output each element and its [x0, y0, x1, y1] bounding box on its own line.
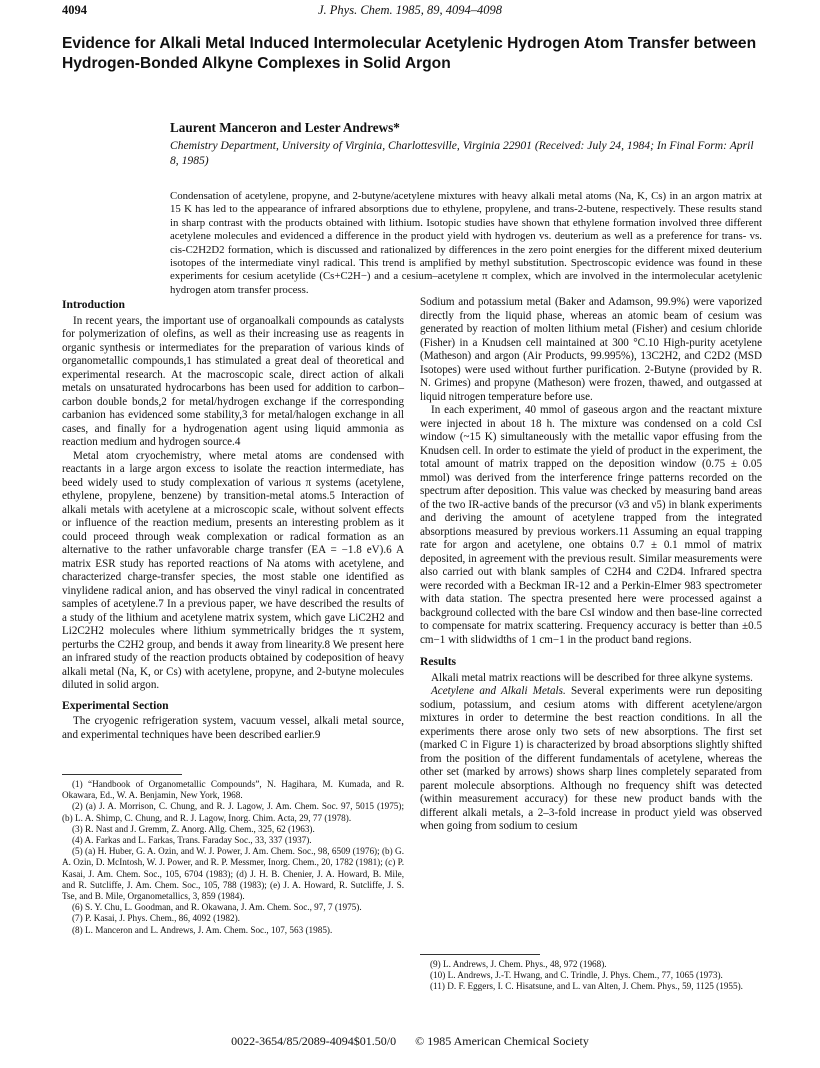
- footnote-rule: [62, 774, 182, 775]
- page-number: 4094: [62, 3, 87, 17]
- intro-paragraph-2: Metal atom cryochemistry, where metal atoms are condensed with reactants in a large argon excess to isolate the reaction intermediate, has beed widely used to study complexation of various π systems (acetylene, ethylene, propylene, benzene) by transition-metal atoms.5 Interaction of alkali metals with acetylene at a microscopic scale, without solvent effects or influence of the reaction medium, presents an interesting problem as it could proceed through weak complexation or radical formation as an alternative to the rather unfavorable charge transfer (EA = −1.8 eV).6 A matrix ESR study has reported reactions of Na atoms with acetylene, and characterized charge-transfer species, the most stable one identified as vinylidene radical anion, and has observed the vinyl radical in concentrated samples of acetylene.7 In a previous paper, we have described the results of a study of the lithium and acetylene matrix system, which gave LiC2H2 and Li2C2H2 molecules where lithium symmetrically bridges the π system, perturbs the C2H2 group, and bends it away from linearity.8 We present here an infrared study of the reaction products obtained by codeposition of heavy alkali metal (Na, K, or Cs) with acetylene, propyne, and 2-butyne molecules diluted in solid argon.: [62, 449, 404, 691]
- right-column: [420, 296, 762, 834]
- page-footer: [0, 1034, 820, 1049]
- affiliation: Chemistry Department, University of Virginia, Charlottesville, Virginia 22901 (Received: July 24, 1984; In Final Form: April 8, 1985): [170, 139, 754, 167]
- footnote: (10) L. Andrews, J.-T. Hwang, and C. Trindle, J. Phys. Chem., 77, 1065 (1973).: [430, 970, 723, 981]
- results-heading: Results: [420, 655, 457, 668]
- footnote: (9) L. Andrews, J. Chem. Phys., 48, 972 (1968).: [430, 959, 607, 969]
- footnote: (7) P. Kasai, J. Phys. Chem., 86, 4092 (1982).: [72, 913, 240, 924]
- left-footnotes: [62, 774, 404, 936]
- footnote: (5) (a) H. Huber, G. A. Ozin, and W. J. Power, J. Am. Chem. Soc., 98, 6509 (1976); (b) G. A. Ozin, D. McIntosh, W. J. Power, and R. P. Messmer, Inorg. Chem., 20, 1782 (1981); (c) P. Kasai, J. Am. Chem. Soc., 105, 6704 (1983); (d) J. H. B. Chenier, J. A. Howard, B. Mile, and R. Sutcliffe, J. Am. Chem. Soc., 105, 788 (1983); (e) J. A. Howard, R. Sutcliffe, J. S. Tse, and B. Mile, Organometallics, 3, 859 (1984).: [62, 846, 404, 902]
- abstract: Condensation of acetylene, propyne, and 2-butyne/acetylene mixtures with heavy alkali metal atoms (Na, K, Cs) in an argon matrix at 15 K has led to the appearance of infrared absorptions due to ethylene, propylene, and trans-2-butene, respectively. These results stand in sharp contrast with the products obtained with lithium. Isotopic studies have shown that ethylene formation involved three different acetylene molecules and evidenced a difference in the product yield with hydrogen vs. deuterium as well as a preference for trans- vs. cis-C2H2D2 formation, which is discussed and rationalized by differences in the zero point energies for the different mixed deuterium isotopes of the intermediate vinyl radical. This trend is amplified by methyl substitution. Spectroscopic evidence was found in these experiments for cesium acetylide (Cs+C2H−) and a cesium–acetylene π complex, which are involved in the intermolecular acetylenic hydrogen atom transfer process.: [170, 190, 762, 296]
- footnote: (3) R. Nast and J. Gremm, Z. Anorg. Allg. Chem., 325, 62 (1963).: [72, 823, 315, 834]
- footnote-rule: [420, 954, 540, 955]
- right-footnotes: [420, 954, 762, 993]
- footnote: (2) (a) J. A. Morrison, C. Chung, and R. J. Lagow, J. Am. Chem. Soc. 97, 5015 (1975); (b) L. A. Shimp, C. Chung, and R. J. Lagow, Inorg. Chim. Acta, 29, 77 (1978).: [62, 801, 404, 823]
- running-header: [62, 0, 758, 22]
- results-paragraph: [420, 685, 762, 834]
- footnote: (8) L. Manceron and L. Andrews, J. Am. Chem. Soc., 107, 563 (1985).: [72, 924, 333, 935]
- results-subheading: Acetylene and Alkali Metals.: [431, 685, 566, 697]
- experimental-paragraph-3: In each experiment, 40 mmol of gaseous argon and the reactant mixture were injected in about 18 h. The mixture was condensed on a cold CsI window (~15 K) simultaneously with the metallic vapor effusing from the Knudsen cell. In order to estimate the yield of product in the experiment, the total amount of matrix trapped on the deposition window (0.75 ± 0.05 mmol) was derived from the interference fringe patterns recorded on the spectrum after deposition. This value was checked by measuring band areas of the two IR-active bands of the precursor (ν3 and ν5) in blank experiments and deriving the amount of acetylene trapped from the integrated absorptions measured by previous workers.11 Assuming an equal trapping rate for argon and acetylene, one obtains 0.7 ± 0.1 mmol of matrix deposited, in agreement with the previous result. Similar measurements were also carried out with blank samples of C2H4 and C2D4. Infrared spectra were recorded with a Beckman IR-12 and a Perkin-Elmer 983 spectrometer with data station. The spectra presented here were processed against a background collected with the bare CsI window and then base-line corrected to compensate for matrix scattering. Frequency accuracy is better than ±0.5 cm−1 with slidwidths of 1 cm−1 in the product band regions.: [420, 404, 762, 646]
- intro-paragraph-1: In recent years, the important use of organoalkali compounds as catalysts for polymerization of olefins, as well as their increasing use as reagents in organic synthesis or intermediates for the preparation of various kinds of organometallic compounds,1 has stimulated a great deal of theoretical and experimental research. At the macroscopic scale, direct action of alkali metals on unsaturated hydrocarbons has been used for addition to carbon–carbon double bonds,2 for metal/hydrogen exchange if the corresponding carbanion has evidenced some stability,3 for metal/halogen exchange in all cases, and finally for a hydrogenation agent using liquid ammonia as reaction medium and hydrogen source.4: [62, 314, 404, 448]
- article-code: 0022-3654/85/2089-4094$01.50/0: [231, 1034, 397, 1048]
- footnote: (1) “Handbook of Organometallic Compounds”, N. Hagihara, M. Kumada, and R. Okawara, Ed., W. A. Benjamin, New York, 1968.: [62, 779, 404, 801]
- footnote: (6) S. Y. Chu, L. Goodman, and R. Okawana, J. Am. Chem. Soc., 97, 7 (1975).: [72, 902, 362, 913]
- left-column: [62, 296, 404, 742]
- results-intro: Alkali metal matrix reactions will be described for three alkyne systems.: [431, 671, 753, 684]
- footnote: (4) A. Farkas and L. Farkas, Trans. Faraday Soc., 33, 337 (1937).: [72, 835, 312, 846]
- article-title: Evidence for Alkali Metal Induced Intermolecular Acetylenic Hydrogen Atom Transfer between Hydrogen-Bonded Alkyne Complexes in Solid Argon: [62, 35, 757, 72]
- copyright: © 1985 American Chemical Society: [415, 1034, 589, 1048]
- journal-citation: J. Phys. Chem. 1985, 89, 4094–4098: [317, 3, 502, 17]
- footnote: (11) D. F. Eggers, I. C. Hisatsune, and L. van Alten, J. Chem. Phys., 59, 1125 (1955).: [430, 981, 743, 992]
- experimental-paragraph-1: The cryogenic refrigeration system, vacuum vessel, alkali metal source, and experimental techniques have been described earlier.9: [62, 715, 404, 741]
- authors: Laurent Manceron and Lester Andrews*: [170, 120, 400, 135]
- experimental-heading: Experimental Section: [62, 698, 169, 712]
- experimental-paragraph-2: Sodium and potassium metal (Baker and Adamson, 99.9%) were vaporized directly from the liquid phase, whereas an atomic beam of cesium was generated by reaction of molten lithium metal (Fisher) and cesium chloride (Fisher) in a Knudsen cell maintained at 300 °C.10 High-purity acetylene (Matheson) and argon (Air Products, 99.995%), 13C2H2, and C2D2 (MSD Isotopes) were used without further purification. 2-Butyne (provided by R. N. Grimes) and propyne (Matheson) were frozen, thawed, and outgassed at liquid nitrogen temperature before use.: [420, 296, 762, 403]
- intro-heading: Introduction: [62, 298, 125, 311]
- results-paragraph-text: Several experiments were run depositing sodium, potassium, and cesium atoms with different acetylene/argon mixtures in order to determine the best reaction conditions. In all the experiments there arose only two sets of new absorptions. The first set (marked C in Figure 1) is characterized by broad absorptions slightly shifted from the position of the different fundamentals of acetylene, whereas the other set (marked by arrows) shows sharp lines completely separated from parent molecule absorptions. Although no frequency shift was detected (within measurement accuracy) for these new product bands with the different alkali metals, a 2–3-fold increase in product yield was observed when going from sodium to cesium: [420, 685, 762, 832]
